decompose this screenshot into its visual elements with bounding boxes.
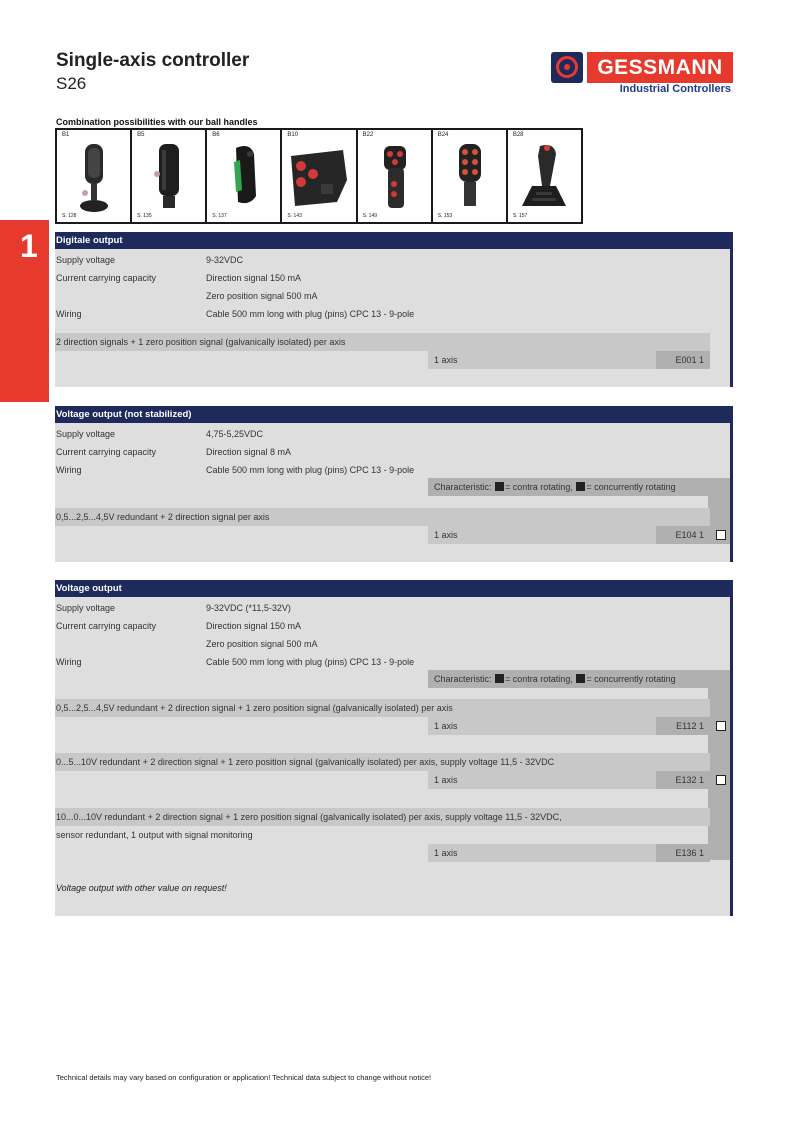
variant-axis: 1 axis	[434, 355, 458, 365]
logo-tagline: Industrial Controllers	[619, 83, 731, 95]
handle-card-b28[interactable]	[508, 130, 581, 222]
supply-voltage-value: 4,75-5,25VDC	[206, 429, 264, 439]
page-subtitle: S26	[56, 74, 87, 93]
characteristic-column	[708, 670, 730, 860]
wiring-value: Cable 500 mm long with plug (pins) CPC 13 - 9-pole	[206, 309, 415, 319]
current-capacity-value: Direction signal 150 mA	[206, 273, 302, 283]
handle-card-b22[interactable]	[358, 130, 431, 222]
wiring-label: Wiring	[56, 309, 82, 319]
supply-voltage-value: 9-32VDC	[206, 255, 244, 265]
variant-order-code: E136 1	[656, 844, 710, 862]
characteristic-checkbox[interactable]	[716, 775, 726, 785]
section-voltage-output	[55, 580, 733, 916]
current-capacity-value: Zero position signal 500 mA	[206, 639, 318, 649]
ball-handle-b24-icon	[449, 140, 489, 216]
characteristic-legend	[428, 670, 708, 688]
logo-emblem-icon	[551, 52, 583, 83]
gessmann-logo	[551, 52, 733, 96]
wiring-label: Wiring	[56, 465, 82, 475]
handle-card-b10[interactable]	[282, 130, 355, 222]
variant-order-code: E132 1	[656, 771, 710, 789]
handle-page-ref: S. 135	[137, 213, 152, 219]
variant-order-code: E001 1	[656, 351, 710, 369]
contra-rotating-label: = contra rotating,	[505, 674, 573, 684]
current-capacity-label: Current carrying capacity	[56, 447, 157, 457]
variant-axis: 1 axis	[434, 775, 458, 785]
supply-voltage-label: Supply voltage	[56, 429, 116, 439]
chapter-number: 1	[20, 228, 38, 264]
handle-code: B10	[287, 132, 299, 138]
concurrent-rotating-icon	[576, 482, 585, 491]
current-capacity-label: Current carrying capacity	[56, 621, 157, 631]
ball-handle-b6-icon	[222, 140, 266, 216]
handle-card-b6[interactable]	[207, 130, 280, 222]
handle-code: B24	[437, 132, 449, 138]
handle-code: B1	[62, 132, 70, 138]
contra-rotating-label: = contra rotating,	[505, 482, 573, 492]
handle-code: B6	[212, 132, 220, 138]
wiring-value: Cable 500 mm long with plug (pins) CPC 13 - 9-pole	[206, 657, 415, 667]
handle-card-b24[interactable]	[433, 130, 506, 222]
ball-handle-b5-icon	[149, 140, 189, 216]
section-title: Digitale output	[55, 232, 730, 249]
handle-code: B28	[512, 132, 524, 138]
contra-rotating-icon	[495, 482, 504, 491]
handle-card-b1[interactable]	[57, 130, 130, 222]
variant-order-code: E104 1	[656, 526, 710, 544]
concurrent-rotating-icon	[576, 674, 585, 683]
handle-gallery	[55, 128, 583, 224]
handle-card-b5[interactable]	[132, 130, 205, 222]
section-title: Voltage output (not stabilized)	[55, 406, 730, 423]
variant-description: 0,5...2,5...4,5V redundant + 2 direction signal + 1 zero position signal (galvanically isolated) per axis	[56, 703, 453, 713]
supply-voltage-label: Supply voltage	[56, 255, 116, 265]
handle-page-ref: S. 143	[287, 213, 302, 219]
current-capacity-value: Direction signal 8 mA	[206, 447, 292, 457]
characteristic-label: Characteristic:	[434, 674, 492, 684]
supply-voltage-value: 9-32VDC (*11,5-32V)	[206, 603, 291, 613]
wiring-label: Wiring	[56, 657, 82, 667]
variant-order-code: E112 1	[656, 717, 710, 735]
characteristic-checkbox[interactable]	[716, 530, 726, 540]
handle-page-ref: S. 153	[437, 213, 453, 219]
page-title: Single-axis controller	[56, 50, 250, 71]
handle-page-ref: S. 157	[512, 213, 528, 219]
variant-description: 0...5...10V redundant + 2 direction signal + 1 zero position signal (galvanically isolated) per axis, supply voltage 11,5 - 32VDC	[56, 757, 555, 767]
footer-disclaimer: Technical details may vary based on configuration or application! Technical data subject to change without notice!	[56, 1073, 432, 1082]
current-capacity-value: Zero position signal 500 mA	[206, 291, 318, 301]
handle-code: B22	[362, 132, 374, 138]
variant-description: 2 direction signals + 1 zero position signal (galvanically isolated) per axis	[56, 337, 346, 347]
section-digital-output	[55, 232, 733, 387]
handle-page-ref: S. 149	[362, 213, 378, 219]
variant-description: sensor redundant, 1 output with signal monitoring	[56, 830, 253, 840]
variant-description: 0,5...2,5...4,5V redundant + 2 direction signal per axis	[56, 512, 270, 522]
ball-handle-b1-icon	[74, 140, 114, 216]
supply-voltage-label: Supply voltage	[56, 603, 116, 613]
concurrent-rotating-label: = concurrently rotating	[586, 674, 676, 684]
ball-handle-b22-icon	[374, 140, 414, 216]
ball-handle-b28-icon	[514, 140, 574, 216]
concurrent-rotating-label: = concurrently rotating	[586, 482, 676, 492]
current-capacity-label: Current carrying capacity	[56, 273, 157, 283]
characteristic-legend	[428, 478, 708, 496]
characteristic-checkbox[interactable]	[716, 721, 726, 731]
current-capacity-value: Direction signal 150 mA	[206, 621, 302, 631]
variant-description: 10...0...10V redundant + 2 direction signal + 1 zero position signal (galvanically isolated) per axis, supply voltage 11,5 - 32VDC,	[56, 812, 562, 822]
wiring-value: Cable 500 mm long with plug (pins) CPC 13 - 9-pole	[206, 465, 415, 475]
contra-rotating-icon	[495, 674, 504, 683]
section-title: Voltage output	[55, 580, 730, 597]
variant-axis: 1 axis	[434, 848, 458, 858]
characteristic-label: Characteristic:	[434, 482, 492, 492]
handle-page-ref: S. 128	[62, 213, 77, 219]
variant-axis: 1 axis	[434, 721, 458, 731]
combinations-title: Combination possibilities with our ball handles	[56, 117, 258, 127]
section-voltage-output-not-stabilized	[55, 406, 733, 562]
handle-page-ref: S. 137	[212, 213, 227, 219]
handle-code: B5	[137, 132, 145, 138]
ball-handle-b10-icon	[287, 140, 351, 216]
request-note: Voltage output with other value on request!	[56, 883, 227, 893]
variant-axis: 1 axis	[434, 530, 458, 540]
logo-name: GESSMANN	[587, 52, 733, 83]
